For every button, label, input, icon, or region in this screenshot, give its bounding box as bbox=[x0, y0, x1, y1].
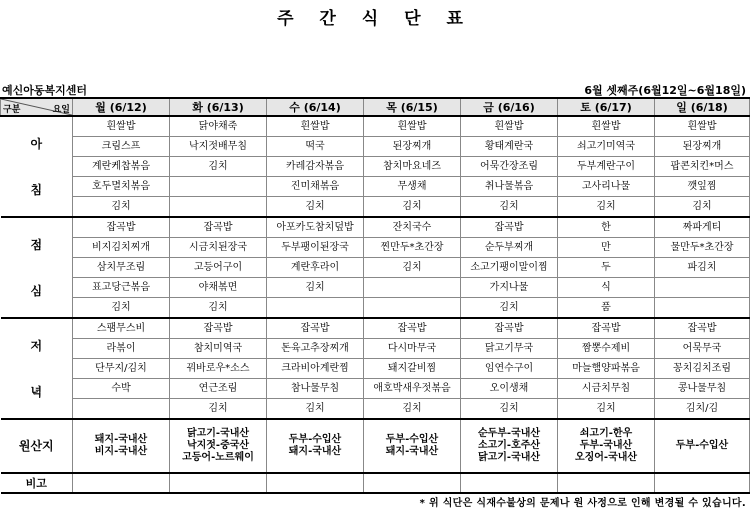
lunch-row bbox=[1, 238, 750, 258]
menu-cell: 임연수구이 bbox=[461, 359, 558, 379]
note-label: 비고 bbox=[1, 473, 73, 493]
menu-cell bbox=[267, 298, 364, 319]
center-name: 예신아동복지센터 bbox=[2, 84, 88, 97]
menu-cell: 품 bbox=[558, 298, 655, 319]
menu-cell: 다시마무국 bbox=[364, 339, 461, 359]
menu-cell: 김치 bbox=[170, 157, 267, 177]
origin-cell bbox=[73, 419, 170, 473]
menu-cell: 식 bbox=[558, 278, 655, 298]
origin-line: 두부-수입산 bbox=[385, 434, 439, 445]
menu-cell: 시금치무침 bbox=[558, 379, 655, 399]
lunch-label-top: 점 bbox=[30, 237, 43, 252]
breakfast-label-top: 아 bbox=[30, 136, 43, 151]
menu-cell: 된장찌개 bbox=[364, 137, 461, 157]
dinner-label-bottom: 녁 bbox=[30, 384, 43, 399]
menu-cell: 김치 bbox=[73, 197, 170, 218]
menu-cell bbox=[73, 399, 170, 420]
menu-cell: 시금치된장국 bbox=[170, 238, 267, 258]
origin-line: 닭고기-국내산 bbox=[186, 428, 250, 439]
menu-cell bbox=[170, 197, 267, 218]
menu-cell: 꽁치김치조림 bbox=[655, 359, 750, 379]
menu-cell: 김치 bbox=[267, 197, 364, 218]
lunch-row bbox=[1, 298, 750, 319]
origin-line: 두부-국내산 bbox=[579, 440, 633, 451]
menu-cell: 표고당근볶음 bbox=[73, 278, 170, 298]
menu-cell: 김치/김 bbox=[655, 399, 750, 420]
menu-cell: 흰쌀밥 bbox=[364, 116, 461, 137]
menu-cell bbox=[364, 278, 461, 298]
note-cell bbox=[267, 473, 364, 493]
breakfast-label bbox=[1, 116, 73, 217]
breakfast-row bbox=[1, 137, 750, 157]
dinner-row bbox=[1, 359, 750, 379]
menu-cell: 물만두*초간장 bbox=[655, 238, 750, 258]
day-header: 금 (6/16) bbox=[461, 98, 558, 116]
origin-cell bbox=[655, 419, 750, 473]
menu-cell bbox=[655, 278, 750, 298]
menu-cell: 진미채볶음 bbox=[267, 177, 364, 197]
menu-cell bbox=[170, 177, 267, 197]
menu-cell: 흰쌀밥 bbox=[655, 116, 750, 137]
menu-cell: 김치 bbox=[558, 399, 655, 420]
breakfast-row bbox=[1, 197, 750, 218]
menu-cell: 무생채 bbox=[364, 177, 461, 197]
origin-cell bbox=[461, 419, 558, 473]
menu-cell bbox=[655, 298, 750, 319]
menu-cell: 잡곡밥 bbox=[558, 318, 655, 339]
menu-cell: 닭고기무국 bbox=[461, 339, 558, 359]
menu-cell: 잡곡밥 bbox=[170, 217, 267, 238]
day-header: 목 (6/15) bbox=[364, 98, 461, 116]
menu-cell: 흰쌀밥 bbox=[73, 116, 170, 137]
lunch-row bbox=[1, 217, 750, 238]
menu-cell: 계란후라이 bbox=[267, 258, 364, 278]
menu-cell: 참치마요네즈 bbox=[364, 157, 461, 177]
menu-cell: 삼치무조림 bbox=[73, 258, 170, 278]
label-spacer bbox=[1, 251, 73, 285]
menu-cell: 비지김치찌개 bbox=[73, 238, 170, 258]
origin-line: 돼지-국내산 bbox=[288, 446, 342, 457]
lunch-label-bottom: 심 bbox=[30, 283, 43, 298]
menu-cell: 카레감자볶음 bbox=[267, 157, 364, 177]
footer-note: * 위 식단은 식재수불상의 문제나 원 사정으로 인해 변경될 수 있습니다. bbox=[419, 498, 746, 509]
menu-cell: 고등어구이 bbox=[170, 258, 267, 278]
menu-cell: 김치 bbox=[461, 298, 558, 319]
breakfast-row bbox=[1, 177, 750, 197]
menu-cell: 돼지갈비찜 bbox=[364, 359, 461, 379]
day-header: 일 (6/18) bbox=[655, 98, 750, 116]
lunch-row bbox=[1, 278, 750, 298]
menu-cell: 팝콘치킨*머스 bbox=[655, 157, 750, 177]
header-corner bbox=[1, 98, 73, 116]
day-header: 수 (6/14) bbox=[267, 98, 364, 116]
menu-cell: 애호박새우젓볶음 bbox=[364, 379, 461, 399]
menu-table bbox=[0, 97, 750, 494]
origin-line: 두부-수입산 bbox=[288, 434, 342, 445]
menu-cell: 김치 bbox=[364, 399, 461, 420]
header-row bbox=[1, 98, 750, 116]
menu-cell: 김치 bbox=[267, 278, 364, 298]
menu-cell: 가지나물 bbox=[461, 278, 558, 298]
dinner-row bbox=[1, 379, 750, 399]
menu-cell: 참치미역국 bbox=[170, 339, 267, 359]
origin-line: 돼지-국내산 bbox=[94, 434, 148, 445]
menu-cell: 김치 bbox=[170, 298, 267, 319]
week-label: 6월 셋째주(6월12일~6월18일) bbox=[584, 84, 746, 97]
corner-label-day: 요일 bbox=[52, 105, 70, 115]
menu-cell: 파김치 bbox=[655, 258, 750, 278]
menu-cell: 어묵간장조림 bbox=[461, 157, 558, 177]
menu-cell: 잡곡밥 bbox=[655, 318, 750, 339]
origin-line: 낙지젓-중국산 bbox=[186, 440, 250, 451]
menu-cell bbox=[364, 298, 461, 319]
breakfast-label-bottom: 침 bbox=[30, 182, 43, 197]
page-title: 주 간 식 단 표 bbox=[277, 9, 473, 29]
note-cell bbox=[461, 473, 558, 493]
menu-cell: 김치 bbox=[267, 399, 364, 420]
menu-cell: 호두멸치볶음 bbox=[73, 177, 170, 197]
note-cell bbox=[170, 473, 267, 493]
menu-cell: 크라비아계란찜 bbox=[267, 359, 364, 379]
origin-line: 오징어-국내산 bbox=[574, 452, 638, 463]
origin-line: 두부-수입산 bbox=[675, 440, 729, 451]
label-spacer bbox=[1, 352, 73, 386]
note-cell bbox=[73, 473, 170, 493]
menu-cell: 김치 bbox=[461, 399, 558, 420]
menu-cell: 잡곡밥 bbox=[461, 318, 558, 339]
dinner-row bbox=[1, 399, 750, 420]
origin-cell bbox=[364, 419, 461, 473]
note-cell bbox=[364, 473, 461, 493]
day-header: 화 (6/13) bbox=[170, 98, 267, 116]
menu-cell: 김치 bbox=[461, 197, 558, 218]
menu-cell: 쇠고기미역국 bbox=[558, 137, 655, 157]
menu-cell: 수박 bbox=[73, 379, 170, 399]
menu-cell: 계란케찹볶음 bbox=[73, 157, 170, 177]
label-spacer bbox=[1, 150, 73, 184]
menu-cell: 고사리나물 bbox=[558, 177, 655, 197]
origin-cell bbox=[170, 419, 267, 473]
menu-cell: 잔치국수 bbox=[364, 217, 461, 238]
menu-cell: 취나물볶음 bbox=[461, 177, 558, 197]
note-cell bbox=[655, 473, 750, 493]
origin-label: 원산지 bbox=[1, 419, 73, 473]
menu-cell: 깻잎찜 bbox=[655, 177, 750, 197]
menu-cell: 꿔바로우*소스 bbox=[170, 359, 267, 379]
origin-line: 닭고기-국내산 bbox=[477, 452, 541, 463]
menu-cell: 연근조림 bbox=[170, 379, 267, 399]
menu-cell: 두부팽이된장국 bbox=[267, 238, 364, 258]
menu-cell: 김치 bbox=[364, 197, 461, 218]
day-header: 토 (6/17) bbox=[558, 98, 655, 116]
menu-cell: 스팸무스비 bbox=[73, 318, 170, 339]
menu-cell: 된장찌개 bbox=[655, 137, 750, 157]
breakfast-row bbox=[1, 116, 750, 137]
menu-cell: 김치 bbox=[73, 298, 170, 319]
origin-line: 순두부-국내산 bbox=[477, 428, 541, 439]
menu-cell: 아포카도참치덮밥 bbox=[267, 217, 364, 238]
menu-cell: 흰쌀밥 bbox=[267, 116, 364, 137]
menu-cell: 순두부찌개 bbox=[461, 238, 558, 258]
menu-cell: 김치 bbox=[558, 197, 655, 218]
menu-cell: 참나물무침 bbox=[267, 379, 364, 399]
menu-cell: 어묵무국 bbox=[655, 339, 750, 359]
menu-cell: 잡곡밥 bbox=[364, 318, 461, 339]
dinner-label bbox=[1, 318, 73, 419]
menu-cell: 마늘햄양파볶음 bbox=[558, 359, 655, 379]
day-header: 월 (6/12) bbox=[73, 98, 170, 116]
menu-cell: 김치 bbox=[364, 258, 461, 278]
breakfast-row bbox=[1, 157, 750, 177]
menu-cell: 오이생채 bbox=[461, 379, 558, 399]
origin-cell bbox=[558, 419, 655, 473]
menu-cell: 잡곡밥 bbox=[267, 318, 364, 339]
menu-cell: 라볶이 bbox=[73, 339, 170, 359]
dinner-label-top: 저 bbox=[30, 338, 43, 353]
menu-cell: 잡곡밥 bbox=[461, 217, 558, 238]
origin-line: 비지-국내산 bbox=[94, 446, 148, 457]
origin-line: 쇠고기-한우 bbox=[579, 428, 633, 439]
menu-cell: 야채볶면 bbox=[170, 278, 267, 298]
menu-cell: 닭야채죽 bbox=[170, 116, 267, 137]
lunch-label bbox=[1, 217, 73, 318]
origin-row bbox=[1, 419, 750, 473]
menu-cell: 떡국 bbox=[267, 137, 364, 157]
corner-label-gubun: 구분 bbox=[3, 105, 21, 115]
lunch-row bbox=[1, 258, 750, 278]
menu-cell: 크림스프 bbox=[73, 137, 170, 157]
menu-cell: 황태계란국 bbox=[461, 137, 558, 157]
menu-cell: 낙지젓배무침 bbox=[170, 137, 267, 157]
menu-cell: 소고기팽이말이찜 bbox=[461, 258, 558, 278]
menu-cell: 한 bbox=[558, 217, 655, 238]
origin-line: 돼지-국내산 bbox=[385, 446, 439, 457]
menu-cell: 김치 bbox=[170, 399, 267, 420]
menu-cell: 찐만두*초간장 bbox=[364, 238, 461, 258]
menu-cell: 잡곡밥 bbox=[73, 217, 170, 238]
dinner-row bbox=[1, 318, 750, 339]
note-row bbox=[1, 473, 750, 493]
menu-cell: 두 bbox=[558, 258, 655, 278]
menu-cell: 흰쌀밥 bbox=[461, 116, 558, 137]
menu-cell: 만 bbox=[558, 238, 655, 258]
menu-cell: 두부계란구이 bbox=[558, 157, 655, 177]
menu-cell: 단무지/김치 bbox=[73, 359, 170, 379]
menu-cell: 김치 bbox=[655, 197, 750, 218]
menu-cell: 짜파게티 bbox=[655, 217, 750, 238]
menu-cell: 콩나물무침 bbox=[655, 379, 750, 399]
menu-cell: 흰쌀밥 bbox=[558, 116, 655, 137]
note-cell bbox=[558, 473, 655, 493]
menu-cell: 돈육고추장찌개 bbox=[267, 339, 364, 359]
origin-line: 고등어-노르웨이 bbox=[182, 452, 254, 463]
dinner-row bbox=[1, 339, 750, 359]
origin-cell bbox=[267, 419, 364, 473]
menu-cell: 짬뽕수제비 bbox=[558, 339, 655, 359]
origin-line: 소고기-호주산 bbox=[477, 440, 541, 451]
menu-cell: 잡곡밥 bbox=[170, 318, 267, 339]
